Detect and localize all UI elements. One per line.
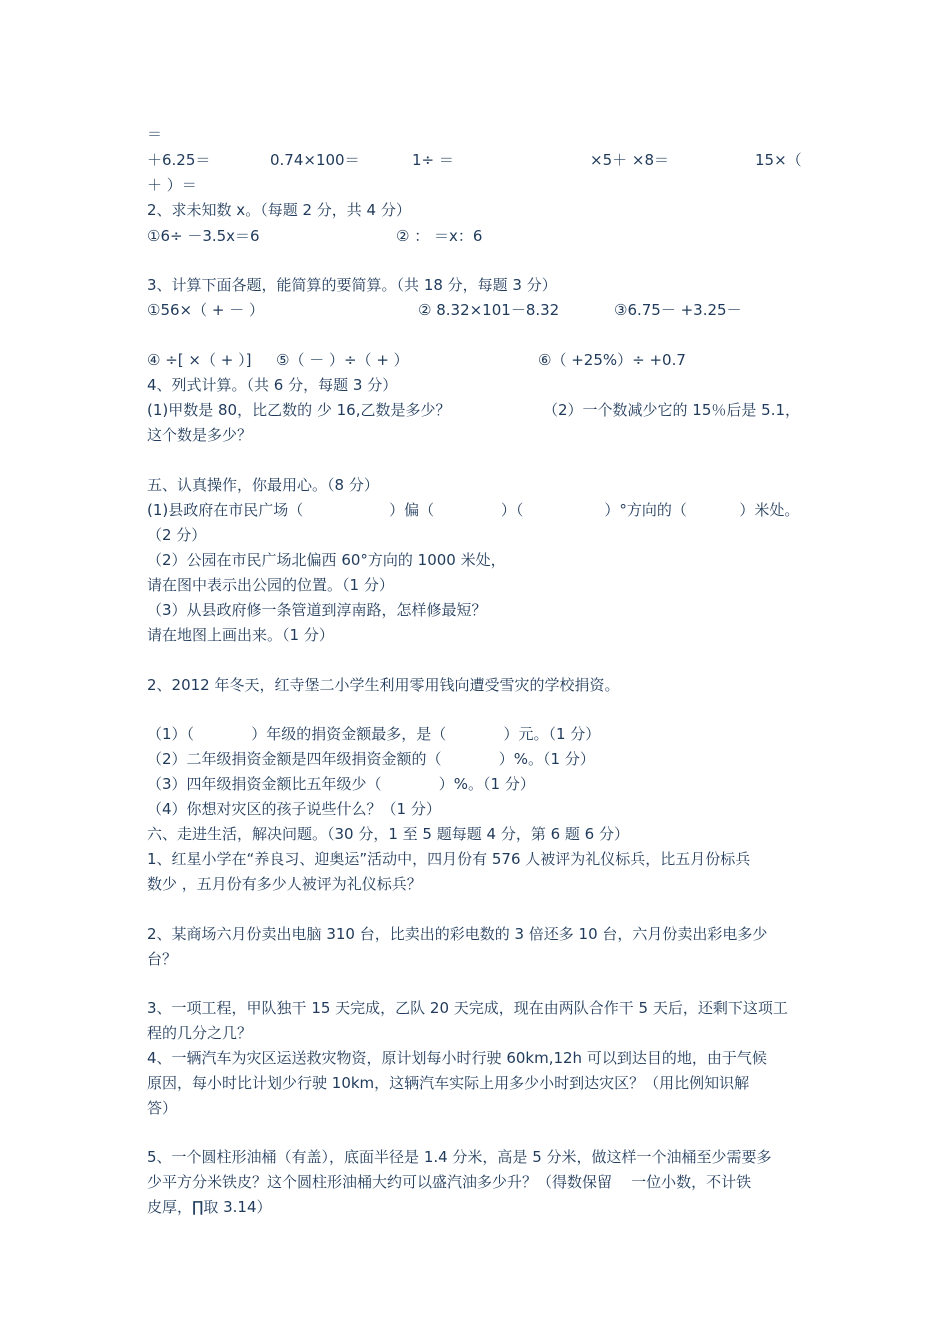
section-2-question-2: ② ： ＝x：6 <box>396 227 483 245</box>
problem-5: 5、一个圆柱形油桶（有盖），底面半径是 1.4 分米，高是 5 分米，做这样一个油桶至少需要多 <box>147 1148 772 1166</box>
donation-question-3: （3）四年级捐资金额比五年级少（ ）%。（1 分） <box>147 775 535 793</box>
section-3-question-1: ①56×（ + － ） <box>147 301 264 319</box>
problem-5-end: 皮厚，∏取 3.14） <box>147 1198 272 1216</box>
problem-4-end: 答） <box>147 1099 178 1117</box>
calc-item-3: 1÷ ＝ <box>412 151 454 169</box>
problem-2-continued: 台？ <box>147 950 178 968</box>
section-3-question-3: ③6.75－ +3.25－ <box>614 301 742 319</box>
section-5-question-2: （2）公园在市民广场北偏西 60°方向的 1000 米处， <box>147 551 506 569</box>
section-2-question-1: ①6÷ －3.5x＝6 <box>147 227 260 245</box>
section-3-question-4: ④ ÷[ ×（ + ）] <box>147 351 252 369</box>
calc-item-2: 0.74×100＝ <box>270 151 360 169</box>
problem-5-continued: 少平方分米铁皮？这个圆柱形油桶大约可以盛汽油多少升？（得数保留 一位小数，不计铁 <box>147 1173 752 1191</box>
problem-1-continued: 数少 ，五月份有多少人被评为礼仪标兵？ <box>147 875 422 893</box>
section-4-question-1: (1)甲数是 80，比乙数的 少 16,乙数是多少？ <box>147 401 451 419</box>
calc-item-4: ×5＋ ×8＝ <box>590 151 669 169</box>
section-3-question-5: ⑤（ － ）÷（ + ） <box>276 351 409 369</box>
section-3-question-2: ② 8.32×101－8.32 <box>418 301 560 319</box>
donation-title: 2、2012 年冬天，红寺堡二小学生利用零用钱向遭受雪灾的学校捐资。 <box>147 676 620 694</box>
section-4-question-2: （2）一个数减少它的 15％后是 5.1， <box>543 401 801 419</box>
section-5-question-1: (1)县政府在市民广场（ ）偏（ ）（ ）°方向的（ ）米处。 <box>147 501 800 519</box>
problem-2: 2、某商场六月份卖出电脑 310 台，比卖出的彩电数的 3 倍还多 10 台，六月份卖出彩电多少 <box>147 925 768 943</box>
problem-3: 3、一项工程，甲队独干 15 天完成，乙队 20 天完成，现在由两队合作干 5 天后，还剩下这项工 <box>147 999 788 1017</box>
problem-1: 1、红星小学在“养良习、迎奥运”活动中，四月份有 576 人被评为礼仪标兵，比五月份标兵 <box>147 850 751 868</box>
section-4-question-2-continued: 这个数是多少？ <box>147 426 253 444</box>
section-5-question-3-continued: 请在地图上画出来。（1 分） <box>147 626 334 644</box>
calc-item-5-continued: ＋ ）＝ <box>147 176 197 194</box>
section-2-title: 2、求未知数 x。（每题 2 分，共 4 分） <box>147 201 411 219</box>
calc-item-1: ＋6.25＝ <box>147 151 211 169</box>
calc-item-5: 15×（ <box>755 151 802 169</box>
section-5-title: 五、认真操作，你最用心。（8 分） <box>147 476 379 494</box>
section-3-question-6: ⑥（ +25%）÷ +0.7 <box>538 351 686 369</box>
problem-4: 4、一辆汽车为灾区运送救灾物资，原计划每小时行驶 60km,12h 可以到达目的地，由于气候 <box>147 1049 767 1067</box>
section-4-title: 4、列式计算。（共 6 分，每题 3 分） <box>147 376 398 394</box>
problem-4-continued: 原因，每小时比计划少行驶 10km，这辆汽车实际上用多少小时到达灾区？（用比例知识解 <box>147 1074 750 1092</box>
section-5-question-1-score: （2 分） <box>147 526 207 544</box>
section-5-question-3: （3）从县政府修一条管道到淳南路，怎样修最短？ <box>147 601 487 619</box>
section-3-title: 3、计算下面各题，能简算的要简算。（共 18 分，每题 3 分） <box>147 276 557 294</box>
section-5-question-2-continued: 请在图中表示出公园的位置。（1 分） <box>147 576 394 594</box>
equals-sign: ＝ <box>147 125 163 143</box>
donation-question-1: （1）（ ）年级的捐资金额最多，是（ ）元。（1 分） <box>147 725 601 743</box>
donation-question-2: （2）二年级捐资金额是四年级捐资金额的（ ）%。（1 分） <box>147 750 595 768</box>
section-6-title: 六、走进生活，解决问题。（30 分，1 至 5 题每题 4 分，第 6 题 6 分） <box>147 825 629 843</box>
donation-question-4: （4）你想对灾区的孩子说些什么？（1 分） <box>147 800 441 818</box>
problem-3-continued: 程的几分之几？ <box>147 1024 253 1042</box>
